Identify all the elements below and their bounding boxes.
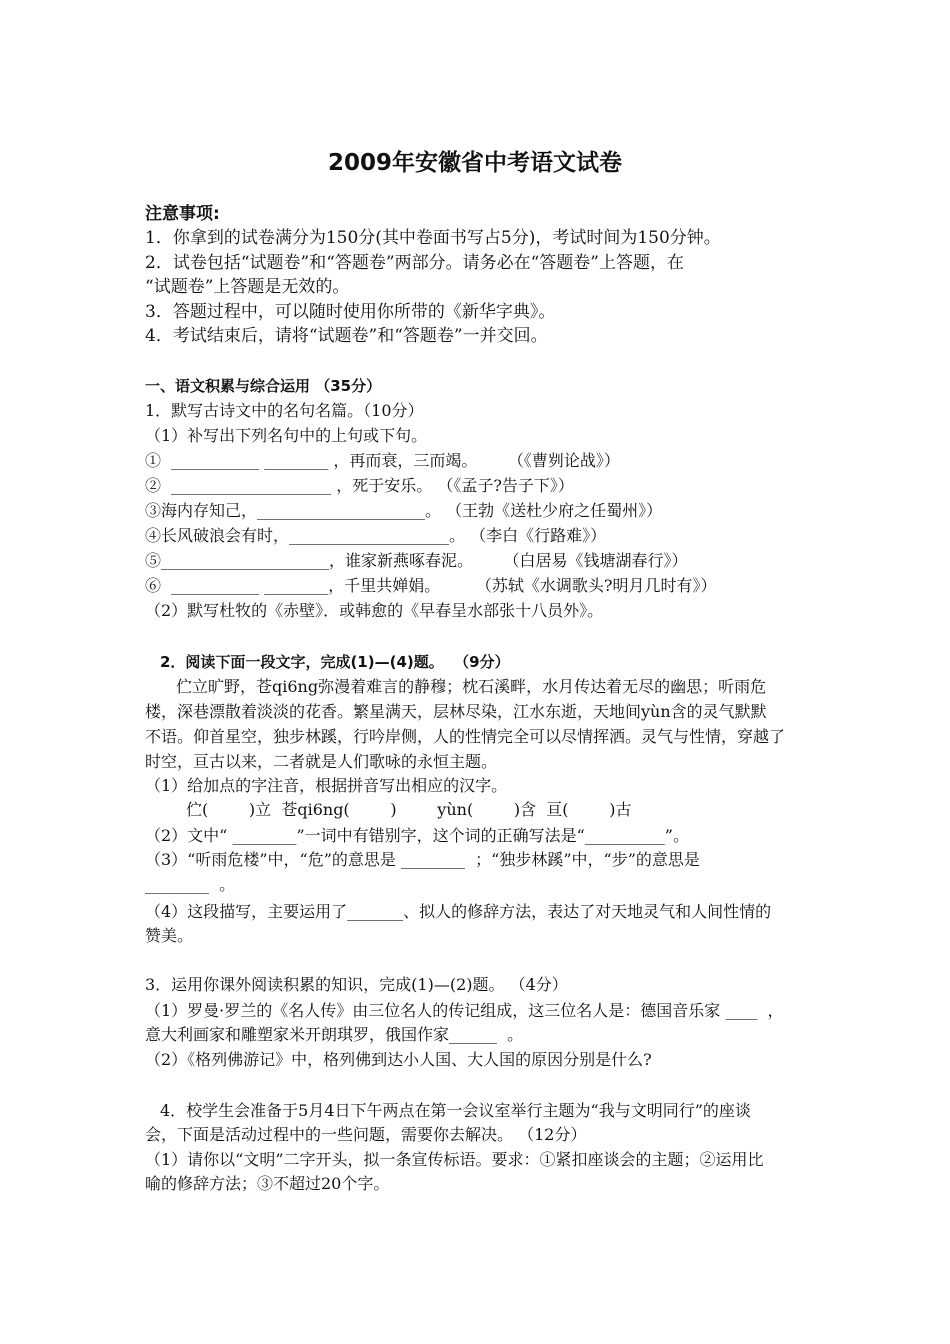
q2-sub1-items: 伫( )立 苍qi6ng( ) yùn( )含 亘( )古	[186, 800, 632, 819]
page-title: 2009年安徽省中考语文试卷	[327, 150, 622, 176]
q1-sub1: （1）补写出下列名句中的上句或下句。	[145, 426, 428, 445]
q4-stem-cont: 会，下面是活动过程中的一些问题，需要你去解决。 （12分）	[145, 1125, 587, 1144]
q2-passage-line-4: 时空，亘古以来，二者就是人们歌咏的永恒主题。	[145, 752, 498, 771]
q4-sub1-cont: 喻的修辞方法；③不超过20个字。	[145, 1174, 390, 1193]
q2-stem: 2．阅读下面一段文字，完成(1)—(4)题。 （9分）	[160, 653, 510, 671]
notice-item-3: 3．答题过程中，可以随时使用你所带的《新华字典》。	[145, 302, 556, 322]
q2-sub4-cont: 赞美。	[145, 926, 194, 945]
q2-sub2: （2）文中“ ________”一词中有错别字，这个词的正确写法是“__________”。	[145, 826, 689, 845]
q2-passage-line-1: 伫立旷野，苍qi6ng弥漫着难言的静穆；枕石溪畔，水月传达着无尽的幽思；听雨危	[176, 677, 767, 696]
q1-line-5: ⑤_____________________，谁家新燕啄春泥。 （白居易《钱塘湖春行》）	[145, 551, 688, 570]
q2-sub3-cont: ________ 。	[145, 875, 236, 894]
q1-line-1: ① ___________ ________ ，再而衰，三而竭。 （《曹刿论战》）	[145, 451, 620, 470]
q4-stem: 4．校学生会准备于5月4日下午两点在第一会议室举行主题为“我与文明同行”的座谈	[160, 1101, 751, 1120]
notice-item-2-cont: “试题卷”上答题是无效的。	[145, 277, 350, 297]
section-1-heading: 一、语文积累与综合运用 （35分）	[145, 377, 382, 395]
q1-stem: 1．默写古诗文中的名句名篇。（10分）	[145, 401, 424, 420]
q2-sub1: （1）给加点的字注音，根据拼音写出相应的汉字。	[145, 776, 508, 795]
q1-sub2: （2）默写杜牧的《赤壁》．或韩愈的《早春呈水部张十八员外》。	[145, 601, 604, 620]
q1-line-3: ③海内存知己，_____________________。 （王勃《送杜少府之任蜀州》）	[145, 501, 663, 520]
q4-sub1: （1）请你以“文明”二字开头，拟一条宣传标语。要求：①紧扣座谈会的主题；②运用比	[145, 1150, 764, 1169]
q2-passage-line-3: 不语。仰首星空，独步林蹊，行吟岸侧，人的性情完全可以尽情挥洒。灵气与性情，穿越了	[145, 727, 786, 746]
q2-sub4: （4）这段描写，主要运用了_______、拟人的修辞方法，表达了对天地灵气和人间性情的	[145, 902, 772, 921]
notice-item-2: 2．试卷包括“试题卷”和“答题卷”两部分。请务必在“答题卷”上答题，在	[145, 253, 684, 273]
q1-line-2: ② ____________________ ，死于安乐。 （《孟子?告子下》）	[145, 476, 574, 495]
notice-heading: 注意事项:	[145, 204, 220, 224]
q3-sub1: （1）罗曼·罗兰的《名人传》由三位名人的传记组成，这三位名人是：德国音乐家 ____ ，	[145, 1001, 784, 1020]
q3-sub2: （2）《格列佛游记》中，格列佛到达小人国、大人国的原因分别是什么?	[145, 1050, 652, 1069]
q1-line-4: ④长风破浪会有时，____________________。 （李白《行路难》）	[145, 526, 607, 545]
notice-item-4: 4．考试结束后，请将“试题卷”和“答题卷”一并交回。	[145, 326, 548, 346]
q3-stem: 3．运用你课外阅读积累的知识，完成(1)—(2)题。 （4分）	[145, 975, 568, 994]
q1-line-6: ⑥ ___________ ________，千里共婵娟。 （苏轼《水调歌头?明月几时有》）	[145, 576, 717, 595]
notice-item-1: 1．你拿到的试卷满分为150分(其中卷面书写占5分)，考试时间为150分钟。	[145, 228, 721, 248]
q2-passage-line-2: 楼，深巷漂散着淡淡的花香。繁星满天，层林尽染，江水东逝，天地间yùn含的灵气默默	[145, 702, 767, 721]
q3-sub1-cont: 意大利画家和雕塑家米开朗琪罗，俄国作家______ 。	[145, 1025, 524, 1044]
q2-sub3: （3）“听雨危楼”中，“危”的意思是 ________ ；“独步林蹊”中，“步”的意思是	[145, 850, 700, 869]
